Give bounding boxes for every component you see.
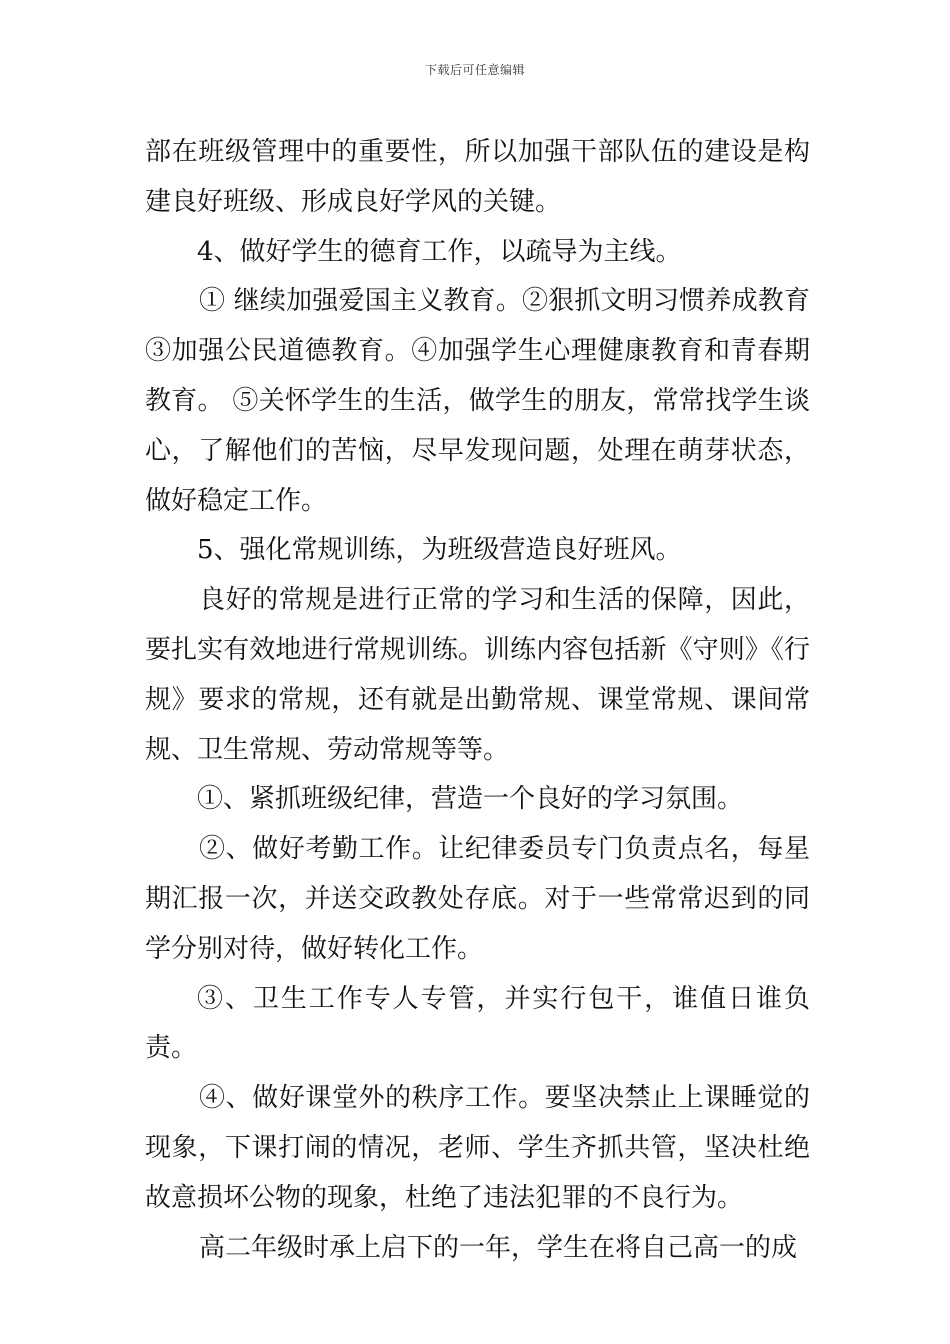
paragraph-2: 4、做好学生的德育工作，以疏导为主线。 — [197, 236, 682, 267]
paragraph-6: ①、紧抓班级纪律，营造一个良好的学习氛围。 — [197, 784, 744, 815]
paragraph-10: 高二年级时承上启下的一年，学生在将自己高一的成 — [199, 1232, 798, 1263]
paragraph-7: ②、做好考勤工作。让纪律委员专门负责点名，每星期汇报一次，并送交政教处存底。对于一些常常迟到的同学分别对待，做好转化工作。 — [145, 834, 810, 964]
paragraph-5: 良好的常规是进行正常的学习和生活的保障，因此，要扎实有效地进行常规训练。训练内容包括新《守则》《行规》要求的常规，还有就是出勤常规、课堂常规、课间常规、卫生常规、劳动常规等等。 — [145, 585, 810, 765]
paragraph-1: 部在班级管理中的重要性，所以加强干部队伍的建设是构建良好班级、形成良好学风的关键。 — [145, 137, 810, 217]
paragraph-8: ③、卫生工作专人专管，并实行包干，谁值日谁负责。 — [145, 983, 810, 1064]
paragraph-4: 5、强化常规训练，为班级营造良好班风。 — [197, 535, 682, 566]
paragraph-3: ① 继续加强爱国主义教育。②狠抓文明习惯养成教育③加强公民道德教育。④加强学生心理健康教育和青春期教育。 ⑤关怀学生的生活，做学生的朋友，常常找学生谈心，了解他们的苦恼，尽早发现问题，处理在萌芽状态，做好稳定工作。 — [145, 286, 810, 516]
body-text — [145, 128, 810, 1273]
page-header: 下载后可任意编辑 — [424, 63, 525, 77]
paragraph-9: ④、做好课堂外的秩序工作。要坚决禁止上课睡觉的现象，下课打闹的情况，老师、学生齐抓共管，坚决杜绝故意损坏公物的现象，杜绝了违法犯罪的不良行为。 — [145, 1083, 810, 1213]
